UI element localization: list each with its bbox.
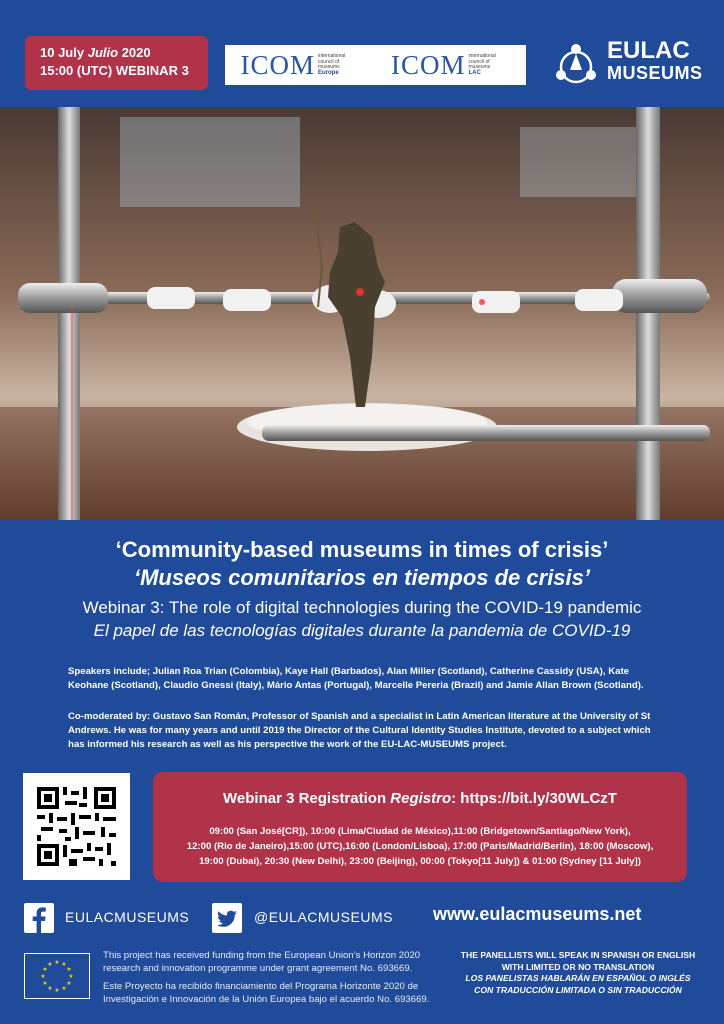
svg-text:★: ★: [47, 961, 53, 968]
registration-link[interactable]: https://bit.ly/30WLCzT: [460, 790, 617, 807]
speakers-text: Speakers include; Julian Roa Trian (Colombia), Kaye Hall (Barbados), Alan Miller (Scotland), Catherine Cassidy (USA), Kate Keohane (Scotland), Claudio Gnessi (Italy), Mário Antas (Portugal), Marcelle Pereria (Brazil) and Jamie Allan Brown (Scotland).: [68, 666, 644, 691]
funding-statement: [103, 950, 433, 1012]
facebook-icon[interactable]: [24, 903, 54, 933]
svg-text:★: ★: [42, 980, 48, 987]
date-year: 2020: [121, 45, 151, 60]
eulac-line2: MUSEUMS: [607, 63, 703, 83]
icom-sub: international council of museums LAC: [468, 53, 496, 76]
date-en: 10 July: [40, 45, 85, 60]
twitter-handle[interactable]: @EULACMUSEUMS: [254, 909, 393, 925]
svg-text:★: ★: [40, 973, 46, 980]
svg-text:★: ★: [47, 985, 53, 992]
website-link[interactable]: www.eulacmuseums.net: [433, 904, 642, 924]
twitter-icon[interactable]: [212, 903, 242, 933]
registration-title: Webinar 3 Registration Registro: https://bit.ly/30WLCzT: [223, 790, 617, 807]
svg-text:★: ★: [66, 980, 72, 987]
eulac-logo-icon: [553, 42, 599, 88]
qr-code[interactable]: [23, 773, 130, 880]
svg-text:★: ★: [61, 985, 67, 992]
eulac-wordmark: [607, 37, 703, 84]
icom-lac-logo: [391, 50, 511, 81]
subtitle-en: Webinar 3: The role of digital technologies during the COVID-19 pandemic: [82, 598, 642, 617]
title-es: ‘Museos comunitarios en tiempos de crisis’: [133, 565, 591, 590]
panellists-es: LOS PANELISTAS HABLARÁN EN ESPAÑOL O INGLÉS CON TRADUCCIÓN LIMITADA O SIN TRADUCCIÓN: [465, 973, 691, 995]
qr-code-graphic: [23, 773, 130, 880]
comoderator-text: Co-moderated by: Gustavo San Román, Professor of Spanish and a specialist in Latin American literature at the University of St Andrews. He was for many years and until 2019 the Director of the Cultural Identity Studies Institute, devoted to a subject which has informed his research as well as his perspective the work of the EU-LAC-MUSEUMS project.: [68, 711, 651, 750]
svg-text:★: ★: [42, 966, 48, 973]
svg-text:★: ★: [54, 959, 60, 966]
icom-word: ICOM: [390, 49, 466, 80]
icom-europe-logo: [240, 50, 360, 81]
facebook-handle[interactable]: EULACMUSEUMS: [65, 909, 190, 925]
svg-text:★: ★: [66, 966, 72, 973]
funding-es: Este Proyecto ha recibido financiamiento del Programa Horizonte 2020 de Investigación e Innovación de la Unión Europea bajo el acuerdo No. 693669.: [103, 981, 430, 1005]
icom-sub: international council of museums Europe: [318, 53, 346, 76]
subtitle-es: El papel de las tecnologías digitales durante la pandemia de COVID-19: [93, 621, 631, 640]
panellists-notice: [458, 950, 698, 996]
eu-stars: [25, 954, 89, 998]
eulac-line1: EULAC: [607, 37, 690, 64]
panellists-en: THE PANELLISTS WILL SPEAK IN SPANISH OR ENGLISH WITH LIMITED OR NO TRANSLATION: [460, 950, 696, 972]
date-es: Julio: [87, 45, 119, 60]
funding-en: This project has received funding from the European Union’s Horizon 2020 research and innovation programme under grant agreement No. 693669.: [103, 950, 421, 974]
title-en: ‘Community-based museums in times of crisis’: [115, 537, 609, 562]
icom-logos: [225, 45, 526, 85]
icom-word: ICOM: [240, 49, 315, 80]
registration-box: [153, 772, 687, 882]
date-line: [40, 44, 208, 62]
time-line: 15:00 (UTC) WEBINAR 3: [40, 63, 189, 78]
svg-text:★: ★: [68, 973, 74, 980]
registration-times: 09:00 (San José[CR]), 10:00 (Lima/Ciudad de México),11:00 (Bridgetown/Santiago/New York), 12:00 (Rio de Janeiro),15:00 (UTC),16:00 (London/Lisboa), 17:00 (Paris/Madrid/Berlin), 18:00 (Moscow), 19:00 (Dubai), 20:30 (New Delhi), 23:00 (Beijing), 00:00 (Tokyo[11 July]) & 01:00 (Sydney [11 July]): [186, 826, 654, 867]
svg-text:★: ★: [61, 961, 67, 968]
svg-text:★: ★: [54, 987, 60, 994]
date-box: [25, 36, 208, 90]
eu-flag-icon: [24, 953, 90, 999]
hero-photo: [0, 107, 724, 520]
